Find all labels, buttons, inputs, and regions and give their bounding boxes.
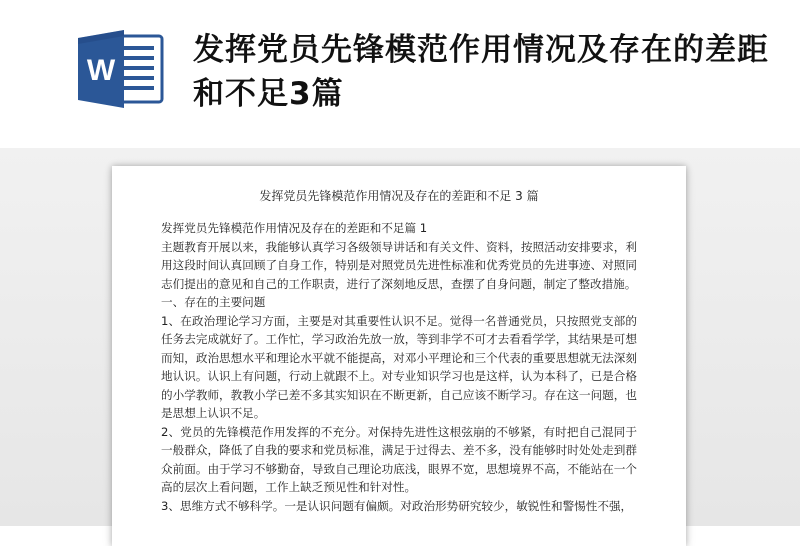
paragraph: 2、党员的先锋模范作用发挥的不充分。对保持先进性这根弦崩的不够紧，有时把自己混同于一般群众，降低了自我的要求和党员标准，满足于过得去、差不多，没有能够时时处处走到群众前面。由于学习不够勤奋，导致自己理论功底浅，眼界不宽，思想境界不高，不能站在一个高的层次上看问题，工作上缺乏预见性和针对性。	[161, 424, 637, 494]
document-page	[112, 166, 686, 546]
paragraph: 1、在政治理论学习方面，主要是对其重要性认识不足。觉得一名普通党员，只按照党支部的任务去完成就好了。工作忙，学习政治先放一放，等到非学不可才去看看学学，其结果是可想而知，政治思想水平和理论水平就不能提高，对邓小平理论和三个代表的重要思想就无法深刻地认识。认识上有问题，行动上就跟不上。对专业知识学习也是这样，认为本科了，已是合格的小学教师，教教小学已差不多其实知识在不断更新，自己应该不断学习。存在这一问题，也是思想上认识不足。	[161, 313, 637, 420]
page-title: 发挥党员先锋模范作用情况及存在的差距和不足3篇	[193, 32, 769, 112]
paragraph: 主题教育开展以来，我能够认真学习各级领导讲话和有关文件、资料，按照活动安排要求，利用这段时间认真回顾了自身工作，特别是对照党员先进性标准和优秀党员的先进事迹、对照同志们提出的意见和自己的工作职责，进行了深刻地反思，查摆了自身问题，制定了整改措施。	[161, 239, 637, 291]
microsoft-word-icon	[76, 30, 166, 108]
section-heading: 一、存在的主要问题	[161, 295, 266, 309]
document-body	[161, 219, 637, 515]
word-icon-letter: W	[86, 54, 116, 87]
paragraph: 3、思维方式不够科学。一是认识问题有偏颇。对政治形势研究较少，敏锐性和警惕性不强，	[161, 498, 633, 513]
header	[0, 0, 800, 160]
section-title: 发挥党员先锋模范作用情况及存在的差距和不足篇 1	[161, 221, 428, 235]
document-heading: 发挥党员先锋模范作用情况及存在的差距和不足 3 篇	[259, 189, 539, 203]
